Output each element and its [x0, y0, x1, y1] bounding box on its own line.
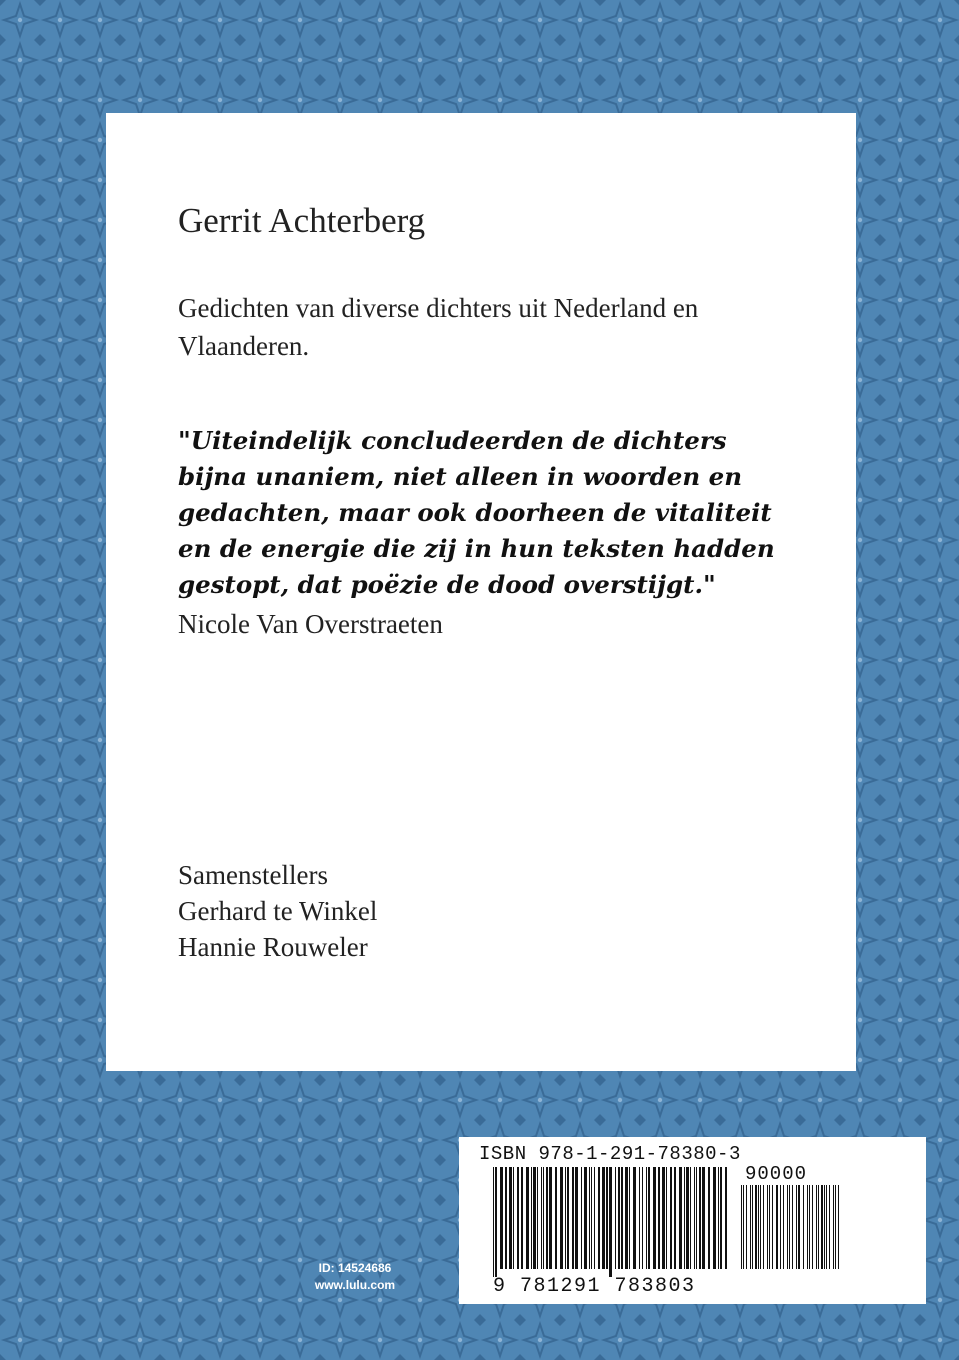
isbn-digits: 9 781291 783803: [493, 1275, 696, 1298]
compiler-name: Hannie Rouweler: [178, 932, 368, 962]
quote-line: bijna unaniem, niet alleen in woorden en: [178, 462, 743, 491]
barcode-bars: [493, 1167, 733, 1277]
price-barcode-bars: [741, 1185, 851, 1277]
publisher-id: ID: 14524686: [318, 1261, 392, 1275]
book-subtitle: Gedichten van diverse dichters uit Nederland en Vlaanderen.: [178, 293, 699, 361]
quote-line: "Uiteindelijk concludeerden de dichters: [178, 426, 727, 455]
publisher-url: www.lulu.com: [314, 1278, 396, 1292]
quote-line: gestopt, dat poëzie de dood overstijgt.": [178, 570, 716, 599]
compilers-block: [178, 857, 377, 965]
author-name: Gerrit Achterberg: [178, 201, 426, 240]
isbn-barcode: [459, 1137, 926, 1304]
price-code: 90000: [745, 1163, 808, 1185]
quote-block: [178, 423, 818, 603]
quote-line: en de energie die zij in hun teksten hadden: [178, 534, 775, 563]
quote-author: Nicole Van Overstraeten: [178, 609, 443, 639]
compiler-name: Gerhard te Winkel: [178, 896, 378, 926]
cover-text-panel: [106, 113, 856, 1071]
compilers-heading: Samenstellers: [178, 860, 328, 890]
publisher-info: [290, 1260, 420, 1294]
isbn-label: ISBN 978-1-291-78380-3: [479, 1143, 741, 1165]
quote-line: gedachten, maar ook doorheen de vitaliteit: [178, 498, 772, 527]
